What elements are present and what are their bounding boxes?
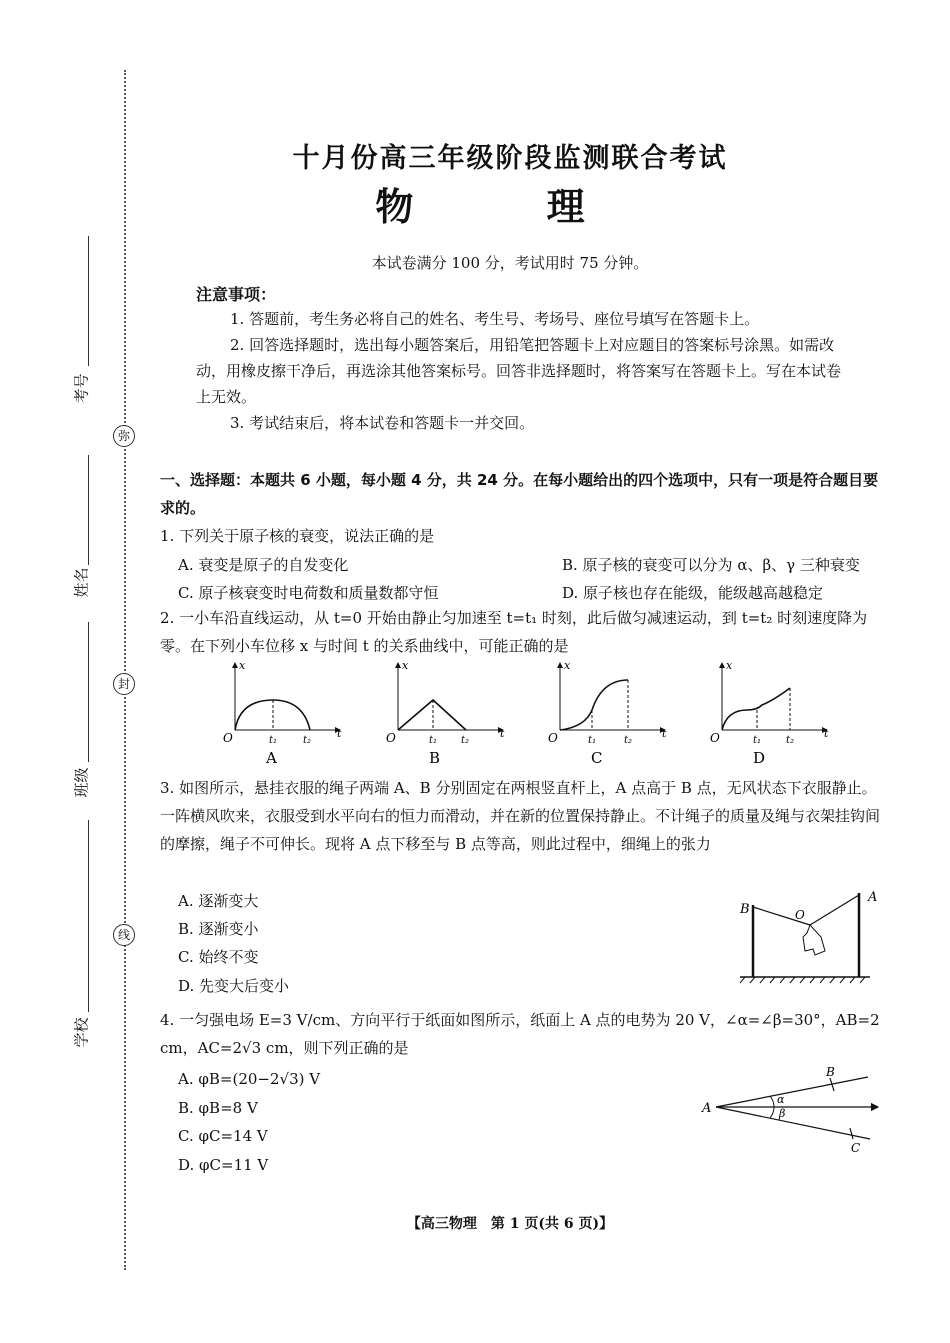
q1-option-d[interactable]: D. 原子核也存在能级，能级越高越稳定 bbox=[562, 584, 824, 602]
graph-b-label: B bbox=[429, 749, 441, 767]
svg-text:O: O bbox=[710, 731, 720, 745]
exam-title: 十月份高三年级阶段监测联合考试 bbox=[292, 143, 728, 174]
q3-option-a[interactable]: A. 逐渐变大 bbox=[178, 892, 259, 910]
field-label-name: 姓名 bbox=[72, 567, 91, 598]
page-footer: 【高三物理 第 1 页(共 6 页)】 bbox=[406, 1216, 614, 1232]
graph-d[interactable] bbox=[710, 659, 829, 767]
notice-item-2: 2. 回答选择题时，选出每小题答案后，用铅笔把答题卡上对应题目的答案标号涂黑。如需改动，用橡皮擦干净后，再选涂其他答案标号。回答非选择题时，将答案写在答题卡上。写在本试卷上无效。 bbox=[196, 336, 842, 406]
svg-text:x: x bbox=[726, 659, 733, 672]
q3-option-d[interactable]: D. 先变大后变小 bbox=[178, 977, 290, 995]
svg-text:B: B bbox=[740, 902, 750, 917]
svg-text:A: A bbox=[868, 890, 878, 905]
q2-graphs bbox=[215, 655, 855, 770]
q3-option-c[interactable]: C. 始终不变 bbox=[178, 948, 259, 966]
svg-text:C: C bbox=[851, 1141, 861, 1155]
svg-text:O: O bbox=[548, 731, 558, 745]
svg-text:t: t bbox=[662, 727, 667, 740]
q4-field-figure bbox=[700, 1065, 885, 1160]
svg-text:A: A bbox=[702, 1101, 712, 1116]
svg-text:O: O bbox=[386, 731, 396, 745]
graph-a-label: A bbox=[266, 749, 277, 767]
graph-b[interactable] bbox=[386, 659, 505, 767]
q3-clothesline-figure bbox=[735, 885, 885, 985]
svg-text:t₁: t₁ bbox=[429, 735, 438, 746]
question-1-stem: 1. 下列关于原子核的衰变，说法正确的是 bbox=[160, 527, 435, 545]
svg-text:x: x bbox=[402, 659, 409, 672]
svg-text:t₁: t₁ bbox=[269, 735, 278, 746]
svg-text:x: x bbox=[239, 659, 246, 672]
graph-a[interactable] bbox=[223, 659, 342, 767]
q1-option-b[interactable]: B. 原子核的衰变可以分为 α、β、γ 三种衰变 bbox=[562, 556, 860, 574]
seal-mark-1: 弥 bbox=[113, 425, 135, 447]
q1-option-c[interactable]: C. 原子核衰变时电荷数和质量数都守恒 bbox=[178, 584, 439, 602]
field-label-class: 班级 bbox=[72, 767, 91, 798]
graph-c[interactable] bbox=[548, 659, 667, 767]
svg-text:β: β bbox=[779, 1107, 786, 1120]
q4-option-a[interactable]: A. φB=(20−2√3) V bbox=[178, 1070, 321, 1088]
question-4-stem: 4. 一匀强电场 E=3 V/cm、方向平行于纸面如图所示，纸面上 A 点的电势为 20 V，∠α=∠β=30°，AB=2 cm，AC=2√3 cm，则下列正确的是 bbox=[160, 1011, 880, 1057]
svg-text:x: x bbox=[564, 659, 571, 672]
notice-item-1: 1. 答题前，考生务必将自己的姓名、考生号、考场号、座位号填写在答题卡上。 bbox=[230, 310, 760, 328]
svg-text:t₁: t₁ bbox=[588, 735, 597, 746]
q1-option-a[interactable]: A. 衰变是原子的自发变化 bbox=[178, 556, 349, 574]
graph-d-label: D bbox=[753, 749, 766, 767]
field-rule-class[interactable] bbox=[88, 622, 89, 762]
field-rule-name[interactable] bbox=[88, 455, 89, 565]
svg-text:O: O bbox=[223, 731, 233, 745]
q4-option-c[interactable]: C. φC=14 V bbox=[178, 1127, 268, 1145]
question-3-stem: 3. 如图所示，悬挂衣服的绳子两端 A、B 分别固定在两根竖直杆上，A 点高于 B 点，无风状态下衣服静止。一阵横风吹来，衣服受到水平向右的恒力而滑动，并在新的位置保持静止。不计绳子的质量及绳与衣架挂钩间的摩擦，绳子不可伸长。现将 A 点下移至与 B 点等高，则此过程中，细绳上的张力 bbox=[160, 779, 881, 853]
seal-mark-2: 封 bbox=[113, 673, 135, 695]
field-label-school: 学校 bbox=[72, 1017, 91, 1048]
svg-text:t₂: t₂ bbox=[303, 735, 312, 746]
svg-text:t₂: t₂ bbox=[786, 735, 795, 746]
svg-text:t₂: t₂ bbox=[624, 735, 633, 746]
question-2-stem: 2. 一小车沿直线运动，从 t=0 开始由静止匀加速至 t=t₁ 时刻，此后做匀减速运动，到 t=t₂ 时刻速度降为零。在下列小车位移 x 与时间 t 的关系曲线中，可能正确的是 bbox=[160, 609, 868, 655]
section-heading: 一、选择题：本题共 6 小题，每小题 4 分，共 24 分。在每小题给出的四个选项中，只有一项是符合题目要求的。 bbox=[160, 471, 879, 517]
svg-text:t₁: t₁ bbox=[753, 735, 762, 746]
graph-c-label: C bbox=[591, 749, 603, 767]
seal-mark-3: 线 bbox=[113, 924, 135, 946]
exam-subject: 物 理 bbox=[375, 185, 645, 229]
svg-text:B: B bbox=[826, 1065, 835, 1079]
svg-text:α: α bbox=[777, 1093, 785, 1106]
q3-option-b[interactable]: B. 逐渐变小 bbox=[178, 920, 259, 938]
binding-line bbox=[124, 70, 126, 1270]
svg-text:t: t bbox=[500, 727, 505, 740]
notice-item-3: 3. 考试结束后，将本试卷和答题卡一并交回。 bbox=[230, 414, 535, 432]
field-label-exam-number: 考号 bbox=[72, 373, 91, 404]
q4-option-d[interactable]: D. φC=11 V bbox=[178, 1156, 269, 1174]
svg-text:O: O bbox=[795, 908, 805, 922]
svg-text:t: t bbox=[337, 727, 342, 740]
field-rule-school[interactable] bbox=[88, 820, 89, 1012]
q4-option-b[interactable]: B. φB=8 V bbox=[178, 1099, 258, 1117]
svg-text:t₂: t₂ bbox=[461, 735, 470, 746]
notice-title: 注意事项： bbox=[196, 285, 277, 304]
exam-intro: 本试卷满分 100 分，考试用时 75 分钟。 bbox=[371, 254, 649, 272]
svg-text:t: t bbox=[824, 727, 829, 740]
